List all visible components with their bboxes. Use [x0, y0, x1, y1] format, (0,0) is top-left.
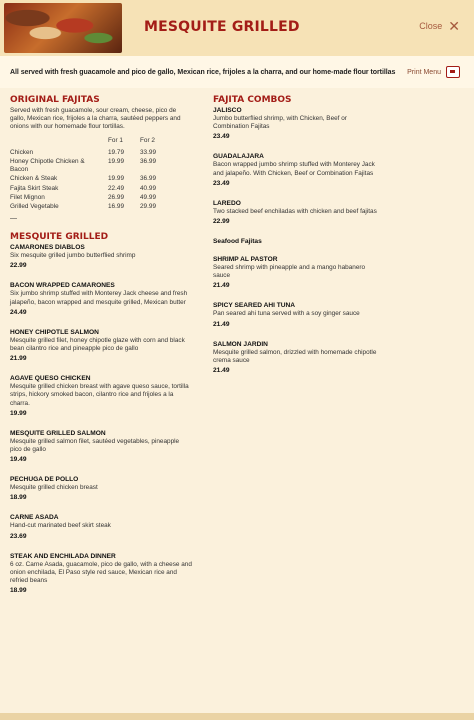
header-bar: [0, 0, 474, 57]
item-description: Mesquite grilled filet, honey chipotle glaze with corn and black bean cilantro rice and pineapple pico de gallo: [10, 336, 185, 353]
footer-strip: [0, 713, 474, 720]
left-column: [10, 95, 192, 607]
print-menu-button[interactable]: [407, 66, 460, 78]
item-price: 19.99: [10, 409, 27, 417]
item-description: Hand-cut marinated beef skirt steak: [10, 522, 111, 530]
section-heading-mesquite-grilled: MESQUITE GRILLED: [10, 232, 109, 243]
price-for-1: 22.49: [108, 184, 124, 192]
menu-item: [10, 375, 192, 418]
item-description: Seared shrimp with pineapple and a mango habanero sauce: [213, 264, 366, 280]
fajita-price-table: [10, 137, 192, 212]
item-name: STEAK AND ENCHILADA DINNER: [10, 552, 116, 560]
item-name: SALMON JARDIN: [213, 340, 268, 348]
item-name: GUADALAJARA: [213, 153, 264, 161]
item-name: MESQUITE GRILLED SALMON: [10, 429, 106, 437]
menu-item: [10, 553, 192, 596]
fajita-name: Chicken: [10, 148, 34, 156]
close-button[interactable]: [419, 18, 460, 34]
menu-subtitle: All served with fresh guacamole and pico de gallo, Mexican rice, frijoles a la charra, and our home-made flour tortillas: [10, 69, 396, 76]
menu-item: [213, 341, 383, 375]
column-for-1: For 1: [108, 136, 123, 144]
section-separator: —: [10, 215, 17, 223]
price-for-1: 16.99: [108, 203, 124, 211]
fajita-name: Honey Chipotle Chicken & Bacon: [10, 158, 85, 174]
item-name: AGAVE QUESO CHICKEN: [10, 375, 91, 383]
item-description: Mesquite grilled chicken breast: [10, 484, 98, 492]
price-for-1: 26.99: [108, 193, 124, 201]
item-name: CARNE ASADA: [10, 514, 59, 522]
close-icon: ✕: [448, 18, 460, 34]
price-for-2: 40.99: [140, 184, 156, 192]
item-description: Six mesquite grilled jumbo butterflied shrimp: [10, 252, 136, 260]
header-food-photo: [4, 3, 122, 53]
price-row: [10, 203, 192, 211]
item-name: PECHUGA DE POLLO: [10, 476, 79, 484]
item-name: SHRIMP AL PASTOR: [213, 256, 278, 264]
price-for-2: 36.99: [140, 158, 156, 166]
close-label: Close: [419, 21, 443, 31]
price-for-2: 29.99: [140, 203, 156, 211]
section-heading-original-fajitas: ORIGINAL FAJITAS: [10, 95, 100, 105]
item-name: CAMARONES DIABLOS: [10, 244, 85, 252]
price-table-spacer: [10, 137, 108, 145]
item-name: JALISCO: [213, 107, 242, 114]
print-menu-label: Print Menu: [407, 68, 441, 76]
price-row: [10, 158, 192, 174]
menu-item: [10, 476, 192, 502]
section-heading-seafood-fajitas: Seafood Fajitas: [213, 238, 262, 246]
fajita-name: Chicken & Steak: [10, 175, 58, 183]
page-title: MESQUITE GRILLED: [144, 19, 300, 35]
item-description: Two stacked beef enchiladas with chicken and beef fajitas: [213, 207, 377, 215]
item-name: SPICY SEARED AHI TUNA: [213, 302, 296, 310]
item-price: 21.99: [10, 355, 27, 363]
right-column: [213, 95, 383, 387]
section-heading-fajita-combos: FAJITA COMBOS: [213, 95, 292, 105]
item-price: 22.99: [10, 262, 27, 270]
fajita-name: Filet Mignon: [10, 193, 45, 201]
printer-icon: [446, 66, 460, 78]
item-price: 18.99: [10, 587, 27, 595]
original-fajitas-description: Served with fresh guacamole, sour cream, cheese, pico de gallo, Mexican rice, frijoles a la charra, sautéed peppers and onions with our homemade flour tortillas.: [10, 107, 181, 131]
menu-item: [10, 329, 192, 363]
menu-item: [10, 282, 192, 316]
item-price: 22.99: [213, 218, 230, 226]
item-price: 24.49: [10, 308, 27, 316]
item-price: 21.49: [213, 367, 230, 375]
item-price: 23.49: [213, 179, 230, 187]
item-description: Bacon wrapped jumbo shrimp stuffed with Monterey Jack and jalapeño. With Chicken, Beef or Combination Fajitas: [213, 161, 375, 177]
price-row: [10, 194, 192, 202]
menu-item: [213, 256, 383, 290]
item-price: 21.49: [213, 282, 230, 290]
price-for-2: 49.99: [140, 193, 156, 201]
item-description: Pan seared ahi tuna served with a soy ginger sauce: [213, 310, 360, 318]
menu-item: [10, 430, 192, 464]
price-for-2: 36.99: [140, 175, 156, 183]
price-for-1: 19.99: [108, 175, 124, 183]
item-description: Jumbo butterflied shrimp, with Chicken, Beef or Combination Fajitas: [213, 115, 347, 131]
column-for-2: For 2: [140, 136, 155, 144]
menu-item: [213, 200, 383, 226]
menu-item: [10, 244, 192, 270]
item-description: Mesquite grilled salmon, drizzled with homemade chipotle crema sauce: [213, 348, 377, 364]
item-price: 23.69: [10, 532, 27, 540]
menu-item: [10, 514, 192, 540]
price-row: [10, 185, 192, 193]
price-for-2: 33.99: [140, 148, 156, 156]
fajita-name: Grilled Vegetable: [10, 203, 59, 211]
item-description: Mesquite grilled chicken breast with agave queso sauce, tortilla strips, hickory smoked bacon, cilantro rice and frijoles a la charra.: [10, 383, 189, 407]
menu-item: [213, 107, 383, 141]
item-name: LAREDO: [213, 199, 241, 207]
item-name: BACON WRAPPED CAMARONES: [10, 282, 115, 290]
item-description: Mesquite grilled salmon filet, sautéed vegetables, pineapple pico de gallo: [10, 437, 180, 454]
price-for-1: 19.79: [108, 148, 124, 156]
menu-item: [213, 302, 383, 328]
price-table-header: [10, 137, 192, 145]
item-price: 18.99: [10, 494, 27, 502]
price-for-1: 19.99: [108, 158, 124, 166]
item-description: 6 oz. Carne Asada, guacamole, pico de gallo, with a cheese and onion enchilada, El Paso style red sauce, Mexican rice and refried beans: [10, 560, 192, 585]
item-description: Six jumbo shrimp stuffed with Monterey Jack cheese and fresh jalapeño, bacon wrapped and mesquite grilled, Mexican butter: [10, 290, 188, 306]
price-row: [10, 175, 192, 183]
item-price: 19.49: [10, 456, 27, 464]
item-name: HONEY CHIPOTLE SALMON: [10, 328, 99, 336]
fajita-name: Fajita Skirt Steak: [10, 184, 59, 192]
item-price: 21.49: [213, 320, 230, 328]
item-price: 23.49: [213, 133, 230, 141]
price-row: [10, 149, 192, 157]
menu-item: [213, 153, 383, 187]
